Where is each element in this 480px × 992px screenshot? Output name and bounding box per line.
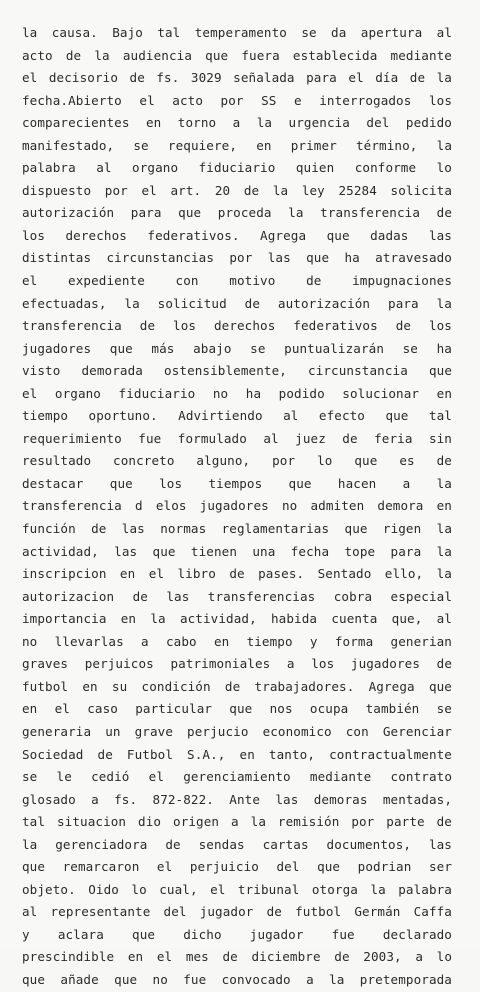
text-line: el organo fiduciario no ha podido solucionar en [22, 385, 452, 401]
text-line: al representante del jugador de futbol Germán Caffa [22, 904, 452, 920]
text-line: glosado a fs. 872-822. Ante las demoras mentadas, [22, 791, 452, 807]
text-line: que añade que no fue convocado a la pretemporada [22, 971, 452, 987]
text-line: la causa. Bajo tal temperamento se da apertura al [22, 25, 452, 40]
text-line: manifestado, se requiere, en primer término, la [22, 137, 452, 153]
text-line: futbol en su condición de trabajadores. Agrega que [22, 678, 452, 694]
text-line: acto de la audiencia que fuera establecida mediante [22, 47, 452, 63]
text-line: prescindible en el mes de diciembre de 2003, a lo [22, 949, 452, 965]
text-line: importancia en la actividad, habida cuenta que, al [22, 611, 452, 627]
text-line: los derechos federativos. Agrega que dadas las [22, 227, 452, 243]
document-text [22, 22, 452, 992]
text-line: jugadores que más abajo se puntualizarán se ha [22, 340, 452, 356]
text-line: función de las normas reglamentarias que rigen la [22, 521, 452, 537]
text-line: palabra al organo fiduciario quien conforme lo [22, 160, 452, 176]
text-line: destacar que los tiempos que hacen a la [22, 475, 452, 491]
text-line: Sociedad de Futbol S.A., en tanto, contractualmente [22, 746, 452, 762]
text-line: fecha.Abierto el acto por SS e interrogados los [22, 92, 452, 108]
text-line: autorizacion de las transferencias cobra especial [22, 588, 452, 604]
text-line: el expediente con motivo de impugnaciones [22, 273, 452, 289]
text-line: que remarcaron el perjuicio del que podrian ser [22, 859, 452, 875]
text-line: efectuadas, la solicitud de autorización para la [22, 295, 452, 311]
text-line: actividad, las que tienen una fecha tope para la [22, 543, 452, 559]
text-line: comparecientes en torno a la urgencia del pedido [22, 115, 452, 131]
text-line: el decisorio de fs. 3029 señalada para el día de la [22, 70, 452, 86]
text-line: se le cedió el gerenciamiento mediante contrato [22, 769, 452, 785]
text-line: tal situacion dio origen a la remisión por parte de [22, 814, 452, 830]
text-line: graves perjuicos patrimoniales a los jugadores de [22, 656, 452, 672]
text-line: en el caso particular que nos ocupa también se [22, 701, 452, 717]
text-line: dispuesto por el art. 20 de la ley 25284 solicita [22, 182, 452, 198]
text-line: autorización para que proceda la transferencia de [22, 205, 452, 221]
text-line: no llevarlas a cabo en tiempo y forma generian [22, 633, 452, 649]
text-line: la gerenciadora de sendas cartas documentos, las [22, 836, 452, 852]
text-line: y aclara que dicho jugador fue declarado [22, 926, 452, 942]
text-line: resultado concreto alguno, por lo que es de [22, 453, 452, 469]
text-line: requerimiento fue formulado al juez de feria sin [22, 430, 452, 446]
text-line: generaria un grave perjucio economico con Gerenciar [22, 723, 452, 739]
text-line: inscripcion en el libro de pases. Sentado ello, la [22, 566, 452, 582]
text-line: objeto. Oido lo cual, el tribunal otorga la palabra [22, 881, 452, 897]
text-line: visto demorada ostensiblemente, circunstancia que [22, 363, 452, 379]
text-line: transferencia de los derechos federativos de los [22, 318, 452, 334]
text-line: distintas circunstancias por las que ha atravesado [22, 250, 452, 266]
text-line: transferencia d elos jugadores no admiten demora en [22, 498, 452, 514]
text-line: tiempo oportuno. Advirtiendo al efecto que tal [22, 408, 452, 424]
